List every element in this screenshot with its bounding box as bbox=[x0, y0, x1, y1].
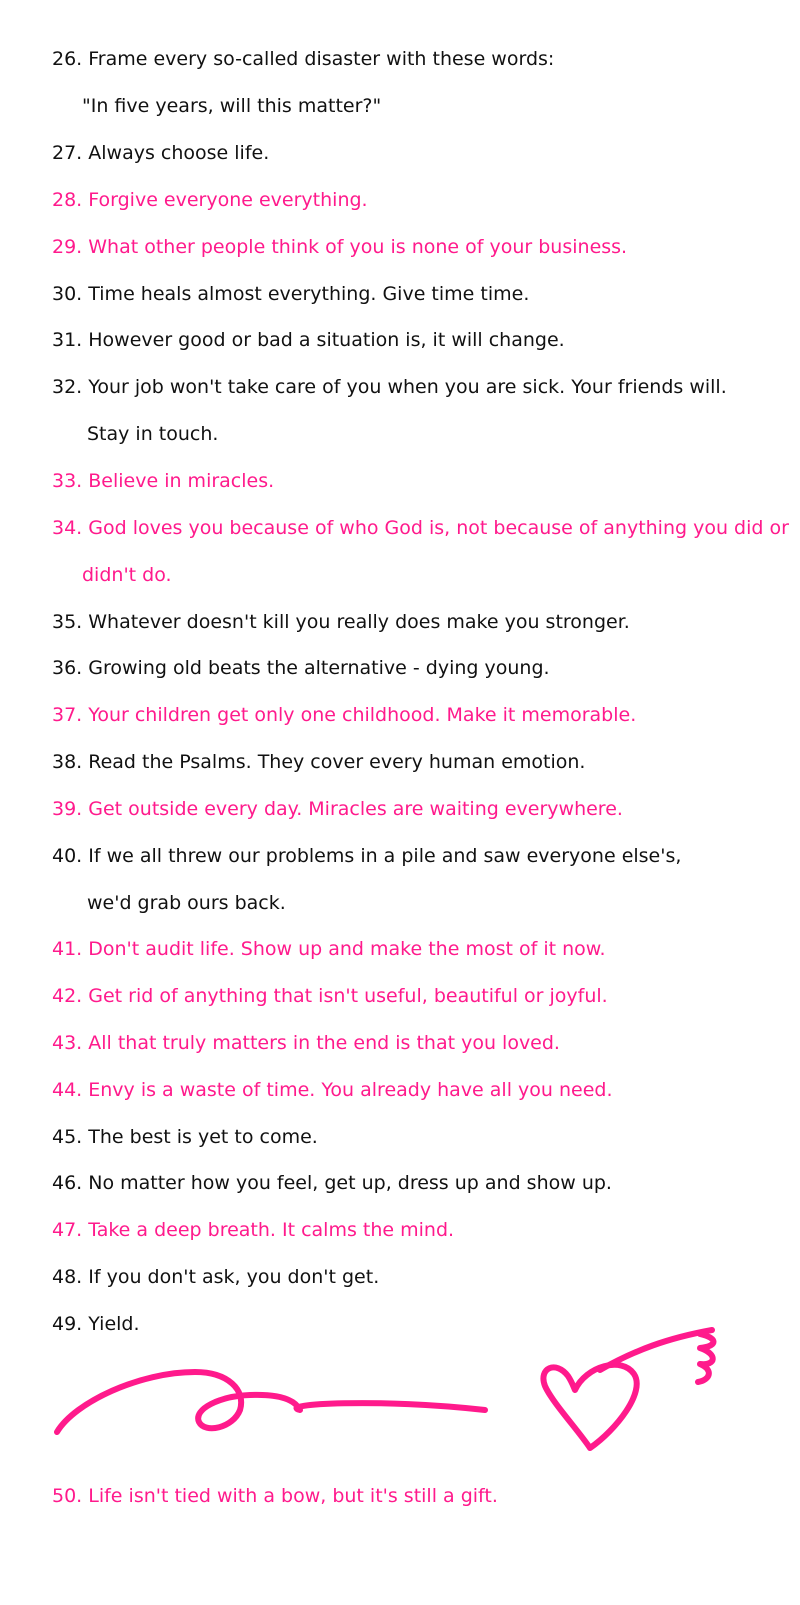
handdrawn-doodle bbox=[0, 1330, 800, 1470]
lesson-46: 46. No matter how you feel, get up, dress up and show up. bbox=[52, 1172, 612, 1194]
lesson-38: 38. Read the Psalms. They cover every human emotion. bbox=[52, 751, 586, 773]
lesson-39: 39. Get outside every day. Miracles are waiting everywhere. bbox=[52, 798, 623, 820]
lesson-44: 44. Envy is a waste of time. You already have all you need. bbox=[52, 1079, 613, 1101]
lesson-50: 50. Life isn't tied with a bow, but it's still a gift. bbox=[52, 1485, 498, 1507]
lesson-45: 45. The best is yet to come. bbox=[52, 1126, 318, 1148]
lesson-28: 28. Forgive everyone everything. bbox=[52, 189, 368, 211]
lesson-33: 33. Believe in miracles. bbox=[52, 470, 275, 492]
lesson-42: 42. Get rid of anything that isn't useful, beautiful or joyful. bbox=[52, 985, 608, 1007]
lesson-29: 29. What other people think of you is none of your business. bbox=[52, 236, 628, 258]
lesson-48: 48. If you don't ask, you don't get. bbox=[52, 1266, 380, 1288]
lesson-47: 47. Take a deep breath. It calms the mind. bbox=[52, 1219, 455, 1241]
lesson-43: 43. All that truly matters in the end is that you loved. bbox=[52, 1032, 560, 1054]
lesson-30: 30. Time heals almost everything. Give time time. bbox=[52, 283, 530, 305]
lesson-36: 36. Growing old beats the alternative - dying young. bbox=[52, 657, 550, 679]
lesson-32-continued: Stay in touch. bbox=[87, 423, 219, 445]
lesson-34: 34. God loves you because of who God is, not because of anything you did or bbox=[52, 517, 789, 539]
lesson-31: 31. However good or bad a situation is, it will change. bbox=[52, 329, 565, 351]
lesson-26-continued: "In five years, will this matter?" bbox=[82, 95, 382, 117]
arrow-shaft bbox=[600, 1330, 712, 1370]
lesson-37: 37. Your children get only one childhood. Make it memorable. bbox=[52, 704, 637, 726]
arrow-feather-icon bbox=[698, 1334, 714, 1382]
lesson-27: 27. Always choose life. bbox=[52, 142, 270, 164]
swirl-line bbox=[57, 1372, 485, 1432]
lesson-35: 35. Whatever doesn't kill you really does make you stronger. bbox=[52, 611, 630, 633]
lesson-40-continued: we'd grab ours back. bbox=[87, 892, 286, 914]
lesson-40: 40. If we all threw our problems in a pile and saw everyone else's, bbox=[52, 845, 682, 867]
heart-icon bbox=[543, 1365, 636, 1448]
lesson-49: 49. Yield. bbox=[52, 1313, 140, 1335]
lesson-41: 41. Don't audit life. Show up and make the most of it now. bbox=[52, 938, 606, 960]
lesson-34-continued: didn't do. bbox=[82, 564, 172, 586]
lesson-26: 26. Frame every so-called disaster with these words: bbox=[52, 48, 555, 70]
lesson-32: 32. Your job won't take care of you when you are sick. Your friends will. bbox=[52, 376, 727, 398]
